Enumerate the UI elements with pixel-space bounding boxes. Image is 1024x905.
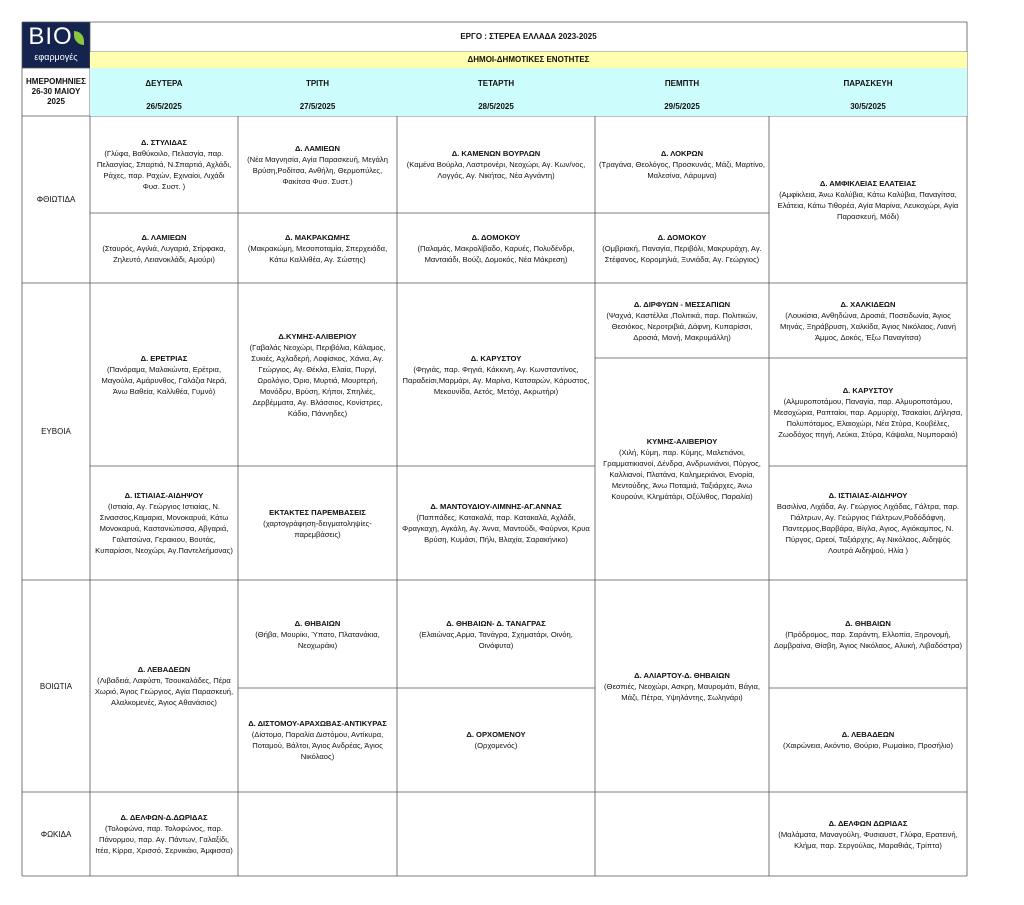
schedule-cell [397,213,595,283]
cell-desc: (Ιστιαία, Αγ. Γεώργιος Ιστιαίας, Ν. Σινασσος,Καμαρια, Μονοκαρυά, Κάτω Μονοκαρυά, Καστανιώτισσα, Αβγαριά, Γαλατσώνα, Γερακιου, Βουτάς, Κυπαρίσσι, Νεοχώρι, Αγ.Παντελεήμονας) [95,502,233,555]
date-tue: 27/5/2025 [238,100,397,116]
cell-title: Δ. ΜΑΚΡΑΚΩΜΗΣ [285,232,350,242]
subheader-bar: ΔΗΜΟΙ-ΔΗΜΟΤΙΚΕΣ ΕΝΟΤΗΤΕΣ [90,52,967,68]
date-thu: 29/5/2025 [595,100,769,116]
cell-desc: (Αμφίκλεια, Άνω Καλύβια, Κάτω Καλύβια, Παναγίτσα, Ελάτεια, Κάτω Τιθορέα, Αγία Μαρίνα, Λευκοχώρι, Αγία Παρασκευή, Μόδι) [777,189,959,221]
date-mon: 26/5/2025 [90,100,238,116]
region-fthiotida: ΦΘΙΩΤΙΔΑ [36,195,76,204]
region-fokida: ΦΩΚΙΔΑ [40,829,72,839]
cell-desc: (Τραγάνα, Θεολόγος, Προσκυνάς, Μάζι, Μαρτίνο, Μαλεσίνα, Λάρυμνα) [599,160,765,180]
region-viotia: ΒΟΙΩΤΙΑ [39,681,73,691]
cell-desc: (Ψαχνά, Καστέλλα ,Πολιτικά, παρ. Πολιτικών, Θεσιόκος, Νεροτριβιά, Δάφνη, Κυπαρίσσι, Δροσιά, Μονή, Μακρυμάλλη) [606,310,758,342]
schedule-cell [595,213,769,283]
schedule-cell [238,213,397,283]
schedule-cell [397,466,595,580]
cell-desc: (Σταυρός, Αγιλιά, Λυγαριά, Στίρφακα, Ζηλευτό, Λειανοκλάδι, Αμούρι) [102,243,226,264]
cell-title: Δ. ΚΑΡΥΣΤΟΥ [470,353,522,363]
schedule-cell [90,466,238,580]
cell-title: Δ. ΔΕΛΦΩΝ ΔΩΡΙΔΑΣ [828,818,908,828]
schedule-cell [397,283,595,466]
cell-desc: (Πρόδρομος, παρ. Σαράντη, Ελλοπία, Ξηρονομή, Δομβραίνα, Θίσβη, Άγιος Νικόλαος, Αλυκή, Λιβαδόστρα) [773,629,963,650]
cell-desc: (Μακρακώμη, Μεσοποταμία, Σπερχειάδα, Κάτω Καλλιθέα, Αγ. Σώστης) [247,243,388,264]
schedule-cell [238,116,397,213]
schedule-cell [397,116,595,213]
cell-title: Δ. ΛΑΜΙΕΩΝ [294,143,341,153]
schedule-cell [769,283,967,358]
day-header-thu: ΠΕΜΠΤΗ [595,68,769,100]
schedule-cell [90,580,238,792]
schedule-cell [595,580,769,792]
cell-desc: Βασιλίνα, Λιχάδα, Αγ. Γεώργιος Λιχάδας, Γάλτρα, παρ. Γιάλτρων, Αγ. Γεώργιος Γιάλτρων,Ροδόδάφνη, Παντερμος,Βαρβάρα, Βίγλα, Αγιος, Αγιόκαμπος, Ν. Πύργος, Ωρεοί, Ταξιάρχης, Αγ.Νικόλαος, Αιδηψός Λουτρά Αιδηψού, Ηλία ) [776,502,960,555]
region-evia: ΕΥΒΟΙΑ [41,427,71,436]
cell-desc: (Τολοφώνα, παρ. Τολοφώνος, παρ. Πάνορμου, παρ. Αγ. Πάντων, Γαλαξίδι, Ιτέα, Κίρρα, Χρισσό, Σερνικάκι, Άμφισσα) [95,824,233,855]
day-header-fri: ΠΑΡΑΣΚΕΥΗ [769,68,967,100]
cell-desc: (Μαλάματα, Μαναγούλη, Φυσιαυστ, Γλύφα, Ερατεινή, Κλήμα, παρ. Σεργούλας, Μαραθιάς, Τρίπτα) [778,829,958,850]
cell-desc: (Καμένα Βούρλα, Λαστρονέρι, Νεοχώρι, Αγ. Κων/νος, Λογγός, Αγ. Νικήτας, Νέα Αγνάντη) [406,160,586,180]
logo-subtitle: εφαρμογές [34,52,78,62]
cell-desc: (Λιβαδειά, Λαφύστι, Τσουκαλάδες, Πέρα Χωριό, Άγιος Γεώργιος, Αγία Παρασκευή, Αλαλκομενές, Άγιος Αθανάσιος) [94,676,234,707]
day-header-wed: ΤΕΤΑΡΤΗ [397,68,595,100]
cell-desc: (Αλμυροποτάμου, Παναγία, παρ. Αλμυροποτάμου, Μεσοχώρια, Ραπταίοι, παρ. Αρμυρίχι, Τσακαίοι, Δήλησα, Πολυπόταμος, Ελαιοχώρι, Νέα Στύρα, Κουβέλες, Ζωοδόχος πηγή, Λεύκα, Στύρα, Κάψαλα, Νυμποραιό) [773,396,963,439]
schedule-cell [769,580,967,688]
cell-desc: (Δίστομο, Παραλία Διστόμου, Αντίκυρα, Ποταμού, Βάλτοι, Άγιος Ανδρέας, Άγιος Νικόλαος) [251,730,384,761]
cell-title: Δ. ΙΣΤΙΑΙΑΣ-ΑΙΔΗΨΟΥ [124,491,204,500]
cell-title: ΚΥΜΗΣ-ΑΛΙΒΕΡΙΟΥ [646,437,718,446]
schedule-cell [90,792,238,876]
cell-title: Δ. ΛΟΚΡΩΝ [660,149,704,158]
cell-desc: (Φηγιάς, παρ. Φηγιά, Κάκκινη, Αγ. Κωνσταντίνος, Παραδείσι,Μαρμάρι, Αγ. Μαρίνα, Κατσαρών, Κάρυστος, Μεκουνίδα, Αετός, Μετόχι, Ακρωτήρι) [402,364,590,396]
schedule-cell [769,116,967,283]
cell-title: Δ. ΟΡΧΟΜΕΝΟΥ [466,730,526,739]
schedule-cell [90,213,238,283]
cell-desc: (Παλαμάς, Μακρολίβαδο, Καρυές, Πολυδένδρι, Μανταιάδι, Βούζι, Δομοκός, Νέα Μάκρεση) [417,243,575,264]
cell-title: Δ. ΜΑΝΤΟΥΔΙΟΥ-ΛΙΜΝΗΣ-ΑΓ.ΑΝΝΑΣ [430,502,562,511]
cell-title: Δ. ΛΕΒΑΔΕΩΝ [137,665,191,674]
cell-title: Δ. ΔΙΡΦΥΩΝ - ΜΕΣΣΑΠΙΩΝ [633,299,731,309]
schedule-cell [397,688,595,792]
cell-title: Δ. ΛΕΒΑΔΕΩΝ [841,730,895,739]
dates-label-line: 26-30 ΜΑΙΟΥ [31,87,81,96]
cell-title: Δ. ΕΡΕΤΡΙΑΣ [140,353,188,363]
cell-desc: (Παππάδες, Κατακαλά, παρ. Κατακαλά, Αχλάδι, Φραγκαχη, Αγκάλη, Αγ. Άννα, Μαντούδι, Φαύρνοι, Κρυα Βρύση, Κυμάσι, Πήλι, Βλαχία, Σαρακήνικο) [402,513,590,544]
cell-desc: (Ομβριακή, Παναγία, Περιβόλι, Μακρυράχη, Αγ. Στέφανος, Κορομηλιά, Ξυνιάδα, Αγ. Γεώργιος) [602,243,762,264]
day-header-tue: ΤΡΙΤΗ [238,68,397,100]
schedule-cell [769,466,967,580]
cell-title: Δ. ΣΤΥΛΙΔΑΣ [141,138,187,147]
dates-label-line: ΗΜΕΡΟΜΗΝΙΕΣ [26,77,86,86]
cell-title: Δ. ΔΟΜΟΚΟΥ [471,232,521,242]
cell-desc: (χαρτογράφηση-δειγματοληψίες-παρεμβάσεις) [263,518,372,539]
schedule-cell [595,283,769,358]
cell-title: Δ. ΔΟΜΟΚΟΥ [657,232,707,242]
schedule-cell [238,466,397,580]
cell-desc: (Ελαιώνας,Αρμα, Τανάγρα, Σχηματάρι, Οινόη, Οινόφυτα) [419,629,573,650]
cell-title: Δ. ΚΑΡΥΣΤΟΥ [842,385,894,395]
cell-desc: (Ορχομενός) [474,741,518,750]
schedule-cell [769,358,967,466]
cell-desc: (Χιλή, Κύμη, παρ. Κύμης, Μαλετιάνοι, Γραμματικιανοί, Δένδρα, Ανδρωνιάνοι, Πύργος, Καλλιανοί, Πλατάνα, Καλημεριάνοι, Ενορία, Μεντούδης, Άνω Ποταμιά, Ταξιάρχες, Άνω Κουρούνι, Κλημάτάρι, Οξύλιθος, Παραλία) [603,448,761,501]
dates-label-line: 2025 [47,97,65,106]
cell-title: ΕΚΤΑΚΤΕΣ ΠΑΡΕΜΒΑΣΕΙΣ [269,507,366,517]
cell-title: Δ. ΚΑΜΕΝΩΝ ΒΟΥΡΛΩΝ [451,149,541,158]
schedule-cell [769,688,967,792]
cell-title: Δ. ΛΑΜΙΕΩΝ [141,232,187,242]
schedule-cell [90,283,238,466]
dates-label [22,68,90,116]
date-wed: 28/5/2025 [397,100,595,116]
cell-desc: (Λουκίσια, Ανθηδώνα, Δροσιά, Ποσειδωνία, Άγιος Μηνάς, Ξηράβρυση, Χαλκίδα, Άγιος Νικόλαος, Λιανή Άμμος, Δοκός, Έξω Παναγίτσα) [780,310,956,342]
schedule-cell [238,283,397,466]
cell-title: Δ. ΔΕΛΦΩΝ-Δ.ΔΩΡΙΔΑΣ [120,813,208,822]
project-title: ΕΡΓΟ : ΣΤΕΡΕΑ ΕΛΛΑΔΑ 2023-2025 [460,32,597,41]
cell-title: Δ. ΔΙΣΤΟΜΟΥ-ΑΡΑΧΩΒΑΣ-ΑΝΤΙΚΥΡΑΣ [248,719,387,728]
cell-title: Δ. ΑΛΙΑΡΤΟΥ-Δ. ΘΗΒΑΙΩΝ [634,670,730,680]
schedule-cell [238,688,397,792]
logo-brand: BIO [22,24,90,50]
schedule-cell [397,580,595,688]
cell-title: Δ. ΑΜΦΙΚΛΕΙΑΣ ΕΛΑΤΕΙΑΣ [819,178,917,188]
cell-desc: (Χαιρώνεια, Ακόντιο, Θούριο, Ρωμαίικο, Προσήλιο) [782,741,954,750]
cell-desc: (Θεσπιές, Νεοχώρι, Ασκρη, Μαυρομάτι, Βάγια, Μάζι, Πέτρα, Υψηλάντης, Σωληνάρι) [604,681,760,702]
day-header-mon: ΔΕΥΤΕΡΑ [90,68,238,100]
cell-title: Δ.ΚΥΜΗΣ-ΑΛΙΒΕΡΙΟΥ [278,331,357,341]
cell-desc: (Πανόραμα, Μαλακώντα, Ερέτρια, Μαγούλα, Αμάρυνθος, Γαλάζια Νερά, Άνω Βαθεία, Καλλιθέα, Γυμνό) [101,364,227,396]
schedule-cell [595,358,769,580]
cell-title: Δ. ΘΗΒΑΙΩΝ- Δ. ΤΑΝΑΓΡΑΣ [446,618,546,628]
cell-title: Δ. ΘΗΒΑΙΩΝ [845,618,891,628]
schedule-cell [595,116,769,213]
date-fri: 30/5/2025 [769,100,967,116]
cell-title: Δ. ΧΑΛΚΙΔΕΩΝ [840,299,896,309]
cell-desc: (Θήβα, Μουρίκι, Ύπατο, Πλατανάκια, Νεοχωράκι) [255,629,380,650]
cell-desc: (Γαβαλάς Νεοχώρι, Περιβόλια, Κάλαμος, Συκιές, Αχλαδερή, Λοφίσκος, Χάνια, Αγ. Γεώργιος, Αγ. Θέκλα, Ελαία, Πυργί, Ωρολόγιο, Όριο, Μυρτιά, Μουρτερή, Μονόδρυ, Βρύση, Κήποι, Σπηλιές, Δερβέμματα, Αγ. Βλάσσιος, Κονίστρες, Κάδιο, Πάννηδες) [249,342,386,418]
cell-title: Δ. ΘΗΒΑΙΩΝ [294,618,341,628]
cell-desc: (Νέα Μαγνησία, Αγία Παρασκευή, Μεγάλη Βρύση,Ροδίτσα, Ανθήλη, Θερμοπύλες, Φακίτσα Φυσ. Συστ.) [247,154,388,186]
schedule-cell [238,580,397,688]
cell-desc: (Γλύφα, Βαθύκοιλο, Πελασγία, παρ. Πελασγίας, Σπαρτιά, Ν.Σπαρτιά, Αχλάδι, Ράχες, παρ. Ραχών, Εχιναίοι, Λιχάδι Φυσ. Συστ. ) [96,149,232,191]
schedule-cell [769,792,967,876]
schedule-cell [90,116,238,213]
cell-title: Δ. ΙΣΤΙΑΙΑΣ-ΑΙΔΗΨΟΥ [828,491,908,500]
